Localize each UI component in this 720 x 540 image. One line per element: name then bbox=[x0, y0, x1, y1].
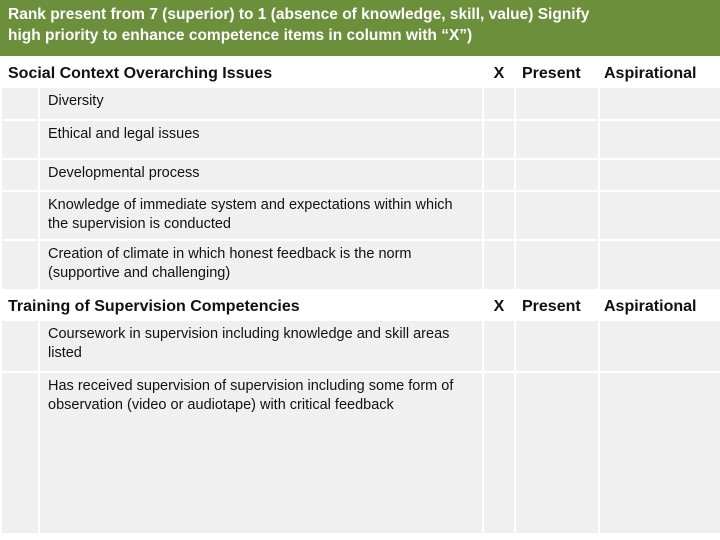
instructions-banner bbox=[0, 0, 720, 56]
column-header-aspirational: Aspirational bbox=[599, 57, 720, 87]
competency-table bbox=[0, 56, 720, 535]
aspirational-cell[interactable] bbox=[599, 372, 720, 534]
section-title: Social Context Overarching Issues bbox=[1, 57, 483, 87]
present-cell[interactable] bbox=[515, 191, 599, 240]
priority-x-cell[interactable] bbox=[483, 372, 515, 534]
priority-x-cell[interactable] bbox=[483, 191, 515, 240]
present-cell[interactable] bbox=[515, 240, 599, 290]
instructions-line-2: high priority to enhance competence items in column with “X”) bbox=[8, 27, 473, 44]
priority-x-cell[interactable] bbox=[483, 120, 515, 159]
section-title: Training of Supervision Competencies bbox=[1, 290, 483, 320]
present-cell[interactable] bbox=[515, 120, 599, 159]
item-label: Creation of climate in which honest feedback is the norm (supportive and challenging) bbox=[39, 240, 483, 290]
aspirational-cell[interactable] bbox=[599, 87, 720, 120]
table-row bbox=[1, 372, 720, 534]
present-cell[interactable] bbox=[515, 159, 599, 191]
aspirational-cell[interactable] bbox=[599, 159, 720, 191]
rank-cell[interactable] bbox=[1, 191, 39, 240]
rank-cell[interactable] bbox=[1, 120, 39, 159]
table-row bbox=[1, 191, 720, 240]
priority-x-cell[interactable] bbox=[483, 87, 515, 120]
section-header-row bbox=[1, 290, 720, 320]
present-cell[interactable] bbox=[515, 372, 599, 534]
aspirational-cell[interactable] bbox=[599, 320, 720, 372]
instructions-line-1: Rank present from 7 (superior) to 1 (absence of knowledge, skill, value) Signify bbox=[8, 6, 590, 23]
column-header-present: Present bbox=[515, 57, 599, 87]
aspirational-cell[interactable] bbox=[599, 120, 720, 159]
item-label: Developmental process bbox=[39, 159, 483, 191]
rank-cell[interactable] bbox=[1, 372, 39, 534]
rank-cell[interactable] bbox=[1, 87, 39, 120]
table-row bbox=[1, 240, 720, 290]
item-label: Coursework in supervision including knowledge and skill areas listed bbox=[39, 320, 483, 372]
table-row bbox=[1, 120, 720, 159]
aspirational-cell[interactable] bbox=[599, 240, 720, 290]
priority-x-cell[interactable] bbox=[483, 240, 515, 290]
present-cell[interactable] bbox=[515, 87, 599, 120]
table-row bbox=[1, 159, 720, 191]
priority-x-cell[interactable] bbox=[483, 159, 515, 191]
column-header-x: X bbox=[483, 57, 515, 87]
column-header-present: Present bbox=[515, 290, 599, 320]
column-header-aspirational: Aspirational bbox=[599, 290, 720, 320]
priority-x-cell[interactable] bbox=[483, 320, 515, 372]
rank-cell[interactable] bbox=[1, 159, 39, 191]
table-row bbox=[1, 320, 720, 372]
section-header-row bbox=[1, 57, 720, 87]
rank-cell[interactable] bbox=[1, 240, 39, 290]
item-label: Ethical and legal issues bbox=[39, 120, 483, 159]
item-label: Has received supervision of supervision including some form of observation (video or audiotape) with critical feedback bbox=[39, 372, 483, 534]
present-cell[interactable] bbox=[515, 320, 599, 372]
rank-cell[interactable] bbox=[1, 320, 39, 372]
item-label: Knowledge of immediate system and expectations within which the supervision is conducted bbox=[39, 191, 483, 240]
table-row bbox=[1, 87, 720, 120]
aspirational-cell[interactable] bbox=[599, 191, 720, 240]
column-header-x: X bbox=[483, 290, 515, 320]
item-label: Diversity bbox=[39, 87, 483, 120]
